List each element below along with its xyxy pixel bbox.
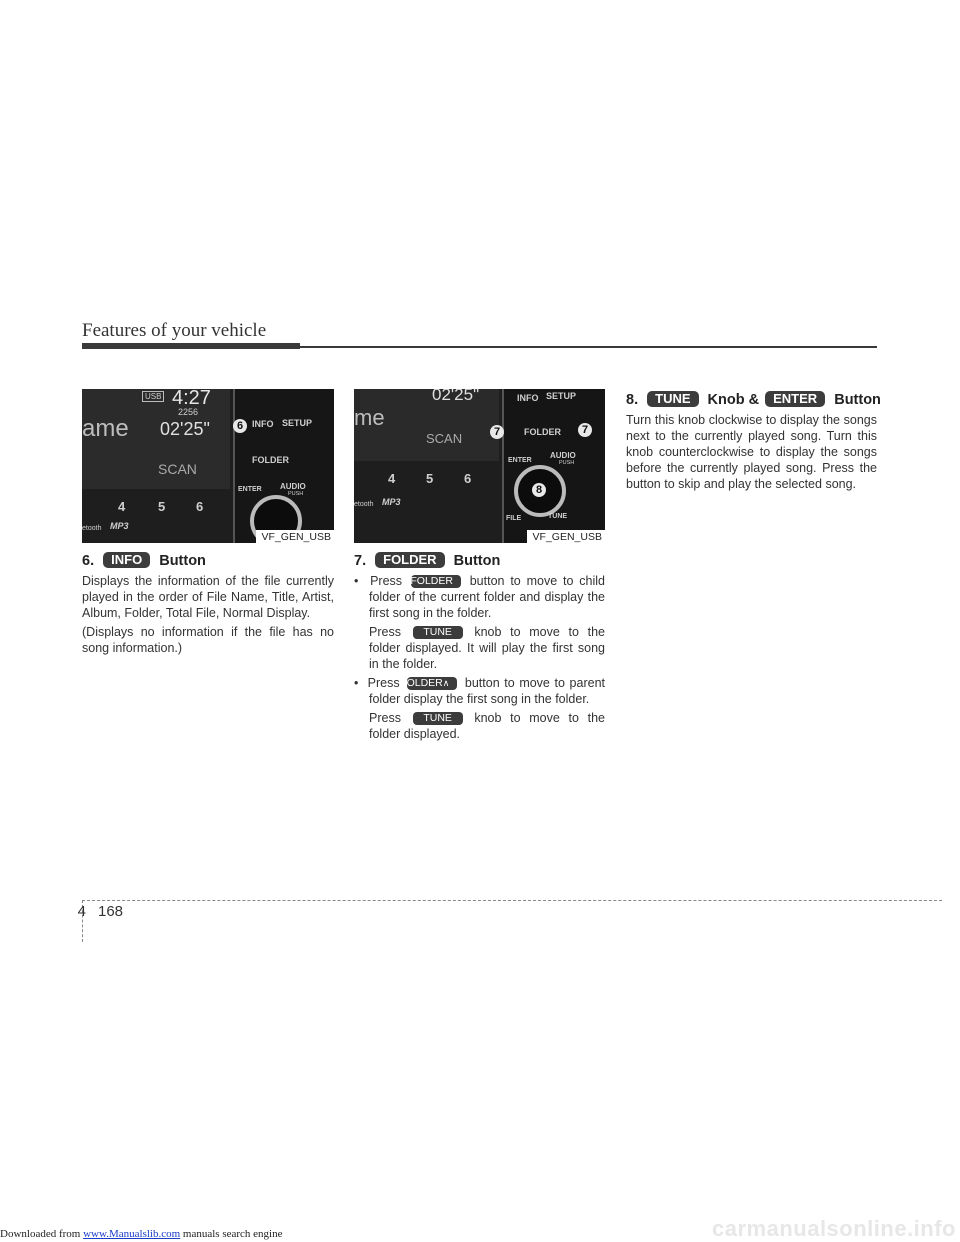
watermark: carmanualsonline.info <box>712 1216 956 1241</box>
sub-paragraph: Press TUNE knob to move to the folder displayed. <box>369 711 605 741</box>
push-label: PUSH <box>559 460 575 466</box>
callout-marker-6: 6 <box>233 419 247 433</box>
folder-button-badge: FOLDER <box>375 552 444 568</box>
bullet-item: • Press ∨FOLDER button to move to child folder of the current folder and display the first song in the folder. <box>354 574 605 620</box>
paragraph: Turn this knob clockwise to display the songs next to the currently played song. Turn this knob counterclockwise to display the songs before the currently played song. Press the button to skip and play the selected song. <box>626 413 877 491</box>
section-6-body <box>82 573 334 659</box>
audio-label: AUDIO <box>280 482 306 491</box>
chapter-number: 4 <box>77 903 86 920</box>
tune-label: TUNE <box>548 513 568 520</box>
file-label: FILE <box>506 515 522 522</box>
section-7-heading: 7. FOLDER Button <box>354 552 501 569</box>
page-number <box>72 903 123 920</box>
enter-label: ENTER <box>238 486 262 493</box>
usb-indicator: USB <box>142 391 164 402</box>
callout-marker-7-right: 7 <box>578 423 592 437</box>
paragraph: Displays the information of the file currently played in the order of File Name, Title, Artist, Album, Folder, Total File, Normal Display. <box>82 574 334 620</box>
sub-paragraph: Press TUNE knob to move to the folder displayed. It will play the first song in the folder. <box>369 625 605 671</box>
preset-6: 6 <box>196 499 204 514</box>
section-8-heading: 8. TUNE Knob & ENTER Button <box>626 391 881 408</box>
play-time-display: 02'25" <box>160 419 210 439</box>
header-rule <box>300 346 877 348</box>
usb-panel-image-folder-tune <box>354 389 605 543</box>
section-8-body <box>626 412 877 495</box>
page-number-value: 168 <box>98 903 124 920</box>
tune-badge: TUNE <box>413 626 463 639</box>
track-name-display: me <box>354 405 385 430</box>
rds-display: 2256 <box>178 407 199 417</box>
info-button-label: INFO <box>252 419 274 429</box>
folder-button-label: FOLDER <box>524 427 561 437</box>
paragraph: (Displays no information if the file has no song information.) <box>82 625 334 655</box>
enter-label: ENTER <box>508 457 532 464</box>
image-caption: VF_GEN_USB <box>527 530 605 543</box>
info-button-badge: INFO <box>103 552 150 568</box>
setup-button-label: SETUP <box>546 391 577 401</box>
preset-4: 4 <box>388 471 396 486</box>
scan-label: SCAN <box>426 431 463 446</box>
callout-marker-7-left: 7 <box>490 425 504 439</box>
preset-5: 5 <box>426 471 434 486</box>
page-header-title: Features of your vehicle <box>82 320 267 341</box>
play-time-display: 02'25" <box>432 389 480 404</box>
mp3-logo: MP3 <box>110 521 129 531</box>
push-label: PUSH <box>288 491 304 497</box>
folder-up-badge: FOLDER∧ <box>407 677 457 690</box>
info-button-label: INFO <box>517 393 539 403</box>
tune-badge: TUNE <box>413 712 463 725</box>
preset-4: 4 <box>118 499 126 514</box>
bullet-item: • Press FOLDER∧ button to move to parent folder display the first song in the folder. <box>354 676 606 706</box>
section-7-body <box>354 573 605 745</box>
footer-rule <box>82 900 942 901</box>
track-name-display: ame <box>82 415 129 442</box>
mp3-logo: MP3 <box>382 497 401 507</box>
folder-button-label: FOLDER <box>252 455 289 465</box>
tune-knob-badge: TUNE <box>647 391 698 407</box>
download-notice: Downloaded from www.Manualslib.com manuals search engine <box>0 1228 283 1240</box>
usb-panel-image-info <box>82 389 334 543</box>
chevron-down-icon: ∨ <box>403 576 411 586</box>
clock-display: 4:27 <box>172 389 211 409</box>
preset-6: 6 <box>464 471 472 486</box>
section-6-heading: 6. INFO Button <box>82 552 206 569</box>
chevron-up-icon: ∧ <box>442 678 450 688</box>
setup-button-label: SETUP <box>282 418 313 428</box>
bluetooth-label: etooth <box>82 525 102 532</box>
manualslib-link[interactable]: www.Manualslib.com <box>83 1228 181 1240</box>
scan-label: SCAN <box>158 461 197 477</box>
preset-5: 5 <box>158 499 166 514</box>
image-caption: VF_GEN_USB <box>256 530 334 543</box>
callout-marker-8: 8 <box>532 483 546 497</box>
enter-button-badge: ENTER <box>765 391 825 407</box>
bluetooth-label: etooth <box>354 501 374 508</box>
audio-label: AUDIO <box>550 451 576 460</box>
folder-down-badge: ∨FOLDER <box>411 575 461 588</box>
header-bar <box>82 343 300 349</box>
